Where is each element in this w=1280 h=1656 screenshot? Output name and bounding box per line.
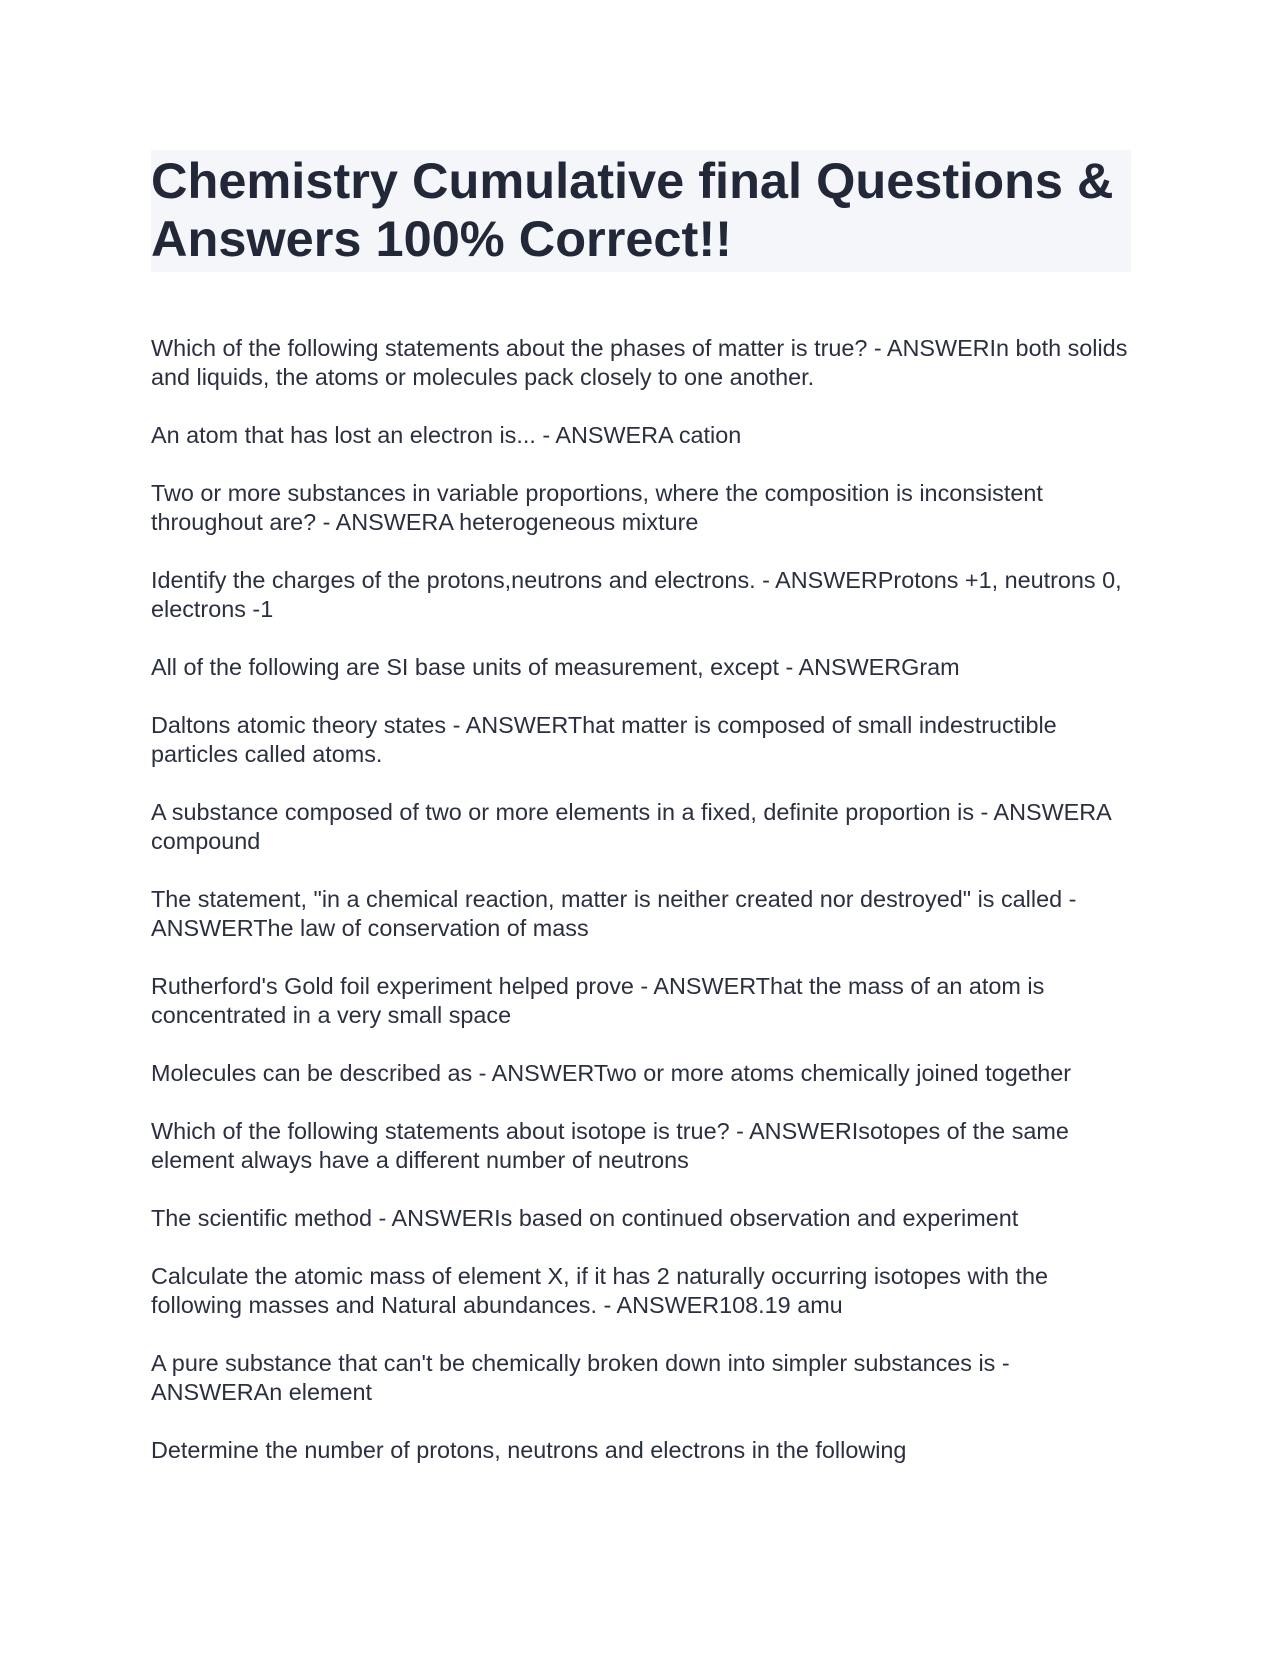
qa-item: Identify the charges of the protons,neutrons and electrons. - ANSWERProtons +1, neutrons 0, electrons -1 <box>151 567 1122 622</box>
document-page <box>151 150 1131 1494</box>
title-block <box>151 150 1131 272</box>
qa-item: The statement, "in a chemical reaction, matter is neither created nor destroyed" is called - ANSWERThe law of conservation of mass <box>151 886 1077 941</box>
qa-item: Molecules can be described as - ANSWERTwo or more atoms chemically joined together <box>151 1060 1072 1086</box>
qa-item: Which of the following statements about the phases of matter is true? - ANSWERIn both solids and liquids, the atoms or molecules pack closely to one another. <box>151 335 1128 390</box>
qa-item: All of the following are SI base units of measurement, except - ANSWERGram <box>151 654 960 680</box>
qa-item: A pure substance that can't be chemically broken down into simpler substances is - ANSWERAn element <box>151 1350 1010 1405</box>
qa-item: Which of the following statements about isotope is true? - ANSWERIsotopes of the same element always have a different number of neutrons <box>151 1118 1069 1173</box>
qa-item: Two or more substances in variable proportions, where the composition is inconsistent throughout are? - ANSWERA heterogeneous mixture <box>151 480 1043 535</box>
qa-item: The scientific method - ANSWERIs based on continued observation and experiment <box>151 1205 1019 1231</box>
qa-item: Calculate the atomic mass of element X, if it has 2 naturally occurring isotopes with the following masses and Natural abundances. - ANSWER108.19 amu <box>151 1263 1049 1318</box>
qa-item: Rutherford's Gold foil experiment helped prove - ANSWERThat the mass of an atom is concentrated in a very small space <box>151 973 1045 1028</box>
qa-item: Determine the number of protons, neutrons and electrons in the following <box>151 1437 907 1463</box>
qa-item: A substance composed of two or more elements in a fixed, definite proportion is - ANSWERA compound <box>151 799 1111 854</box>
qa-item: An atom that has lost an electron is... - ANSWERA cation <box>151 422 742 448</box>
qa-list <box>151 334 1131 1465</box>
document-title: Chemistry Cumulative final Questions & Answers 100% Correct!! <box>151 152 1114 267</box>
qa-item: Daltons atomic theory states - ANSWERThat matter is composed of small indestructible particles called atoms. <box>151 712 1057 767</box>
